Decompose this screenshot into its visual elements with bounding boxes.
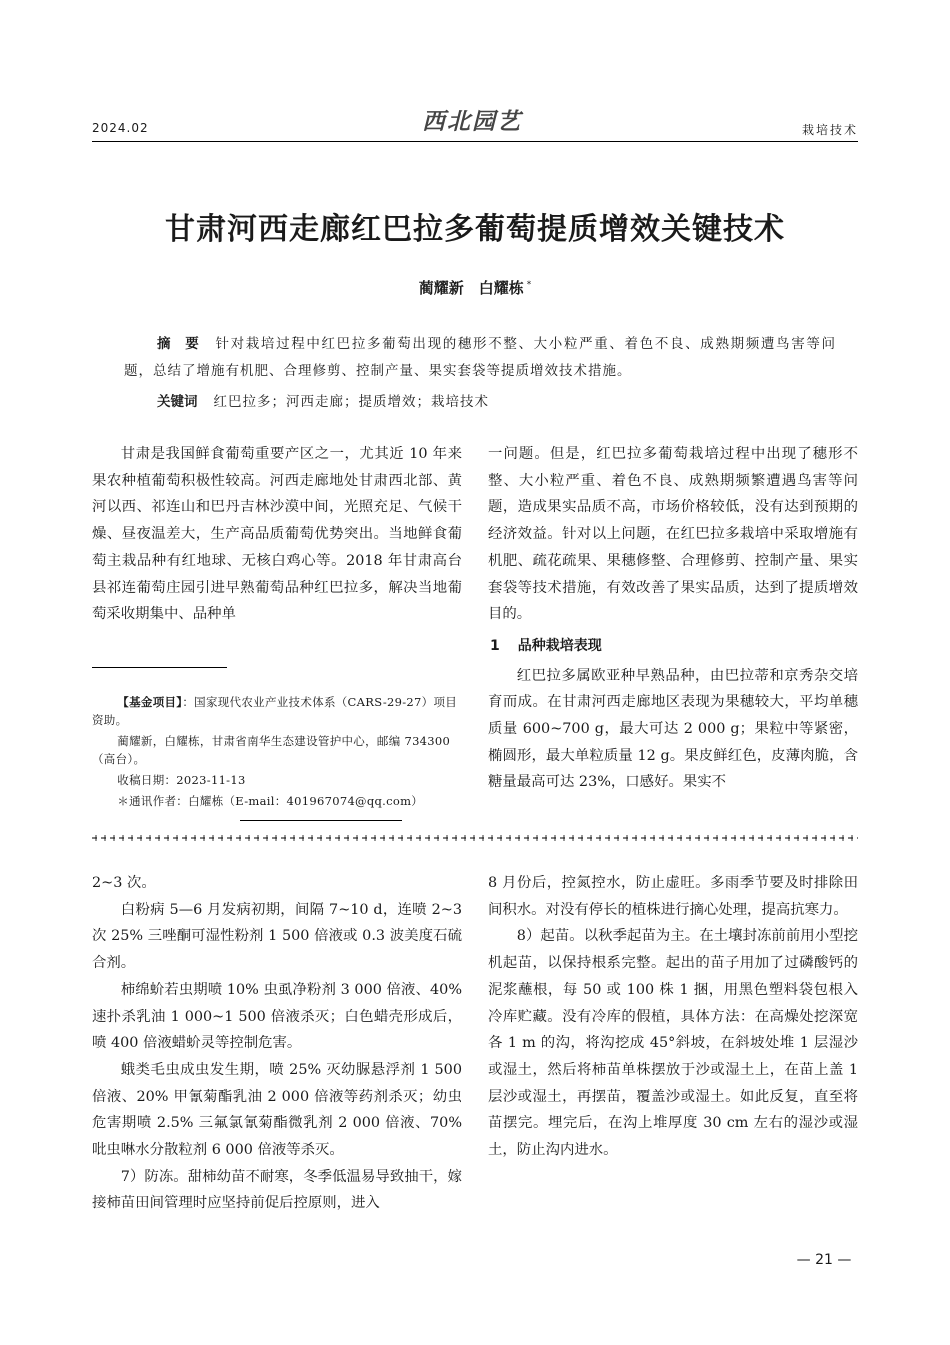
section-number: 1 [490,637,500,654]
section-name: 栽培技术 [801,123,858,137]
lower-column-left [92,870,462,1217]
paragraph: 8 月份后，控氮控水，防止虚旺。多雨季节要及时排除田间积水。对没有停长的植株进行摘心处理，提高抗寒力。 [488,875,858,918]
author-info: 蔺耀新，白耀栋，甘肃省南华生态建设管护中心，邮编 734300（高台）。 [92,734,451,766]
paragraph: 白粉病 5—6 月发病初期，间隔 7~10 d，连喷 2~3 次 25% 三唑酮可湿性粉剂 1 500 倍液或 0.3 波美度石硫合剂。 [92,901,462,972]
keywords-text: 红巴拉多；河西走廊；提质增效；栽培技术 [213,394,489,410]
footnotes [92,693,462,813]
fund-text: ：国家现代农业产业技术体系（CARS-29-27）项目资助。 [92,695,458,727]
author-names: 蔺耀新 白耀栋 [418,279,524,297]
article-divider [92,834,858,842]
paragraph: 7）防冻。甜柿幼苗不耐寒，冬季低温易导致抽干，嫁接柿苗田间管理时应坚持前促后控原则，进入 [92,1168,462,1212]
paragraph: 2~3 次。 [92,875,156,891]
keywords-label: 关键词 [157,394,198,410]
body-column-left [92,441,462,628]
received-date: 收稿日期：2023-11-13 [117,773,246,787]
footnote-rule [92,667,227,668]
corresponding-author: ＊通讯作者：白耀栋（E-mail：401967074@qq.com） [117,794,424,808]
abstract-label: 摘 要 [157,336,200,352]
keywords [157,390,489,410]
abstract-text: 针对栽培过程中红巴拉多葡萄出现的穗形不整、大小粒严重、着色不良、成熟期频遭鸟害等问题，总结了增施有机肥、合理修剪、控制产量、果实套袋等提质增效技术措施。 [124,336,837,379]
section-heading [488,633,858,660]
issue-date: 2024.02 [92,121,149,135]
email-underline [240,820,402,821]
fund-note [92,693,462,729]
section-title: 品种栽培表现 [517,637,602,654]
paragraph: 蛾类毛虫成虫发生期，喷 25% 灭幼脲悬浮剂 1 500 倍液、20% 甲氰菊酯乳油 2 000 倍液等药剂杀灭；幼虫危害期喷 2.5% 三氟氯氰菊酯微乳剂 2 000 倍液、70% 吡虫啉水分散粒剂 6 000 倍液等杀灭。 [92,1061,462,1159]
article-title: 甘肃河西走廊红巴拉多葡萄提质增效关键技术 [165,212,785,247]
paragraph: 8）起苗。以秋季起苗为主。在土壤封冻前前用小型挖机起苗，以保持根系完整。起出的苗子用加了过磷酸钙的泥浆蘸根，每 50 或 100 株 1 捆，用黑色塑料袋包根入冷库贮藏。没有冷库的假植，具体方法：在高燥处挖深宽各 1 m 的沟，将沟挖成 45°斜坡，在斜坡处堆 1 层湿沙或湿土，然后将柿苗单株摆放于沙或湿土上，在苗上盖 1 层沙或湿土，再摆苗，覆盖沙或湿土。如此反复，直至将苗摆完。埋完后，在沟上堆厚度 30 cm 左右的湿沙或湿土，防止沟内进水。 [488,928,858,1159]
page-number: — 21 — [796,1252,852,1268]
header-rule [92,141,858,142]
body-column-right [488,441,858,796]
paragraph: 柿绵蚧若虫期喷 10% 虫虱净粉剂 3 000 倍液、40% 速扑杀乳油 1 000~1 500 倍液杀灭；白色蜡壳形成后，喷 400 倍液蜡蚧灵等控制危害。 [92,981,462,1052]
paragraph: 甘肃是我国鲜食葡萄重要产区之一，尤其近 10 年来果农种植葡萄积极性较高。河西走廊地处甘肃西北部、黄河以西、祁连山和巴丹吉林沙漠中间，光照充足、气候干燥、昼夜温差大，生产高品质葡萄优势突出。当地鲜食葡萄主栽品种有红地球、无核白鸡心等。2018 年甘肃高台县祁连葡萄庄园引进早熟葡萄品种红巴拉多，解决当地葡萄采收期集中、品种单 [92,446,462,623]
corresponding-mark: * [526,280,532,290]
journal-logo: 西北园艺 [422,108,522,135]
authors [92,277,858,298]
paragraph: 一问题。但是，红巴拉多葡萄栽培过程中出现了穗形不整、大小粒严重、着色不良、成熟期频繁遭遇鸟害等问题，造成果实品质不高，市场价格较低，没有达到预期的经济效益。针对以上问题，在红巴拉多栽培中采取增施有机肥、疏花疏果、果穗修整、合理修剪、控制产量、果实套袋等技术措施，有效改善了果实品质，达到了提质增效目的。 [488,446,858,623]
paragraph: 红巴拉多属欧亚种早熟品种，由巴拉蒂和京秀杂交培育而成。在甘肃河西走廊地区表现为果穗较大，平均单穗质量 600~700 g，最大可达 2 000 g；果粒中等紧密，椭圆形，最大单粒质量 12 g。果皮鲜红色，皮薄肉脆，含糖量最高可达 23%，口感好。果实不 [488,667,858,791]
lower-column-right [488,870,858,1164]
abstract [124,331,836,385]
fund-label: 【基金项目】 [117,695,183,709]
